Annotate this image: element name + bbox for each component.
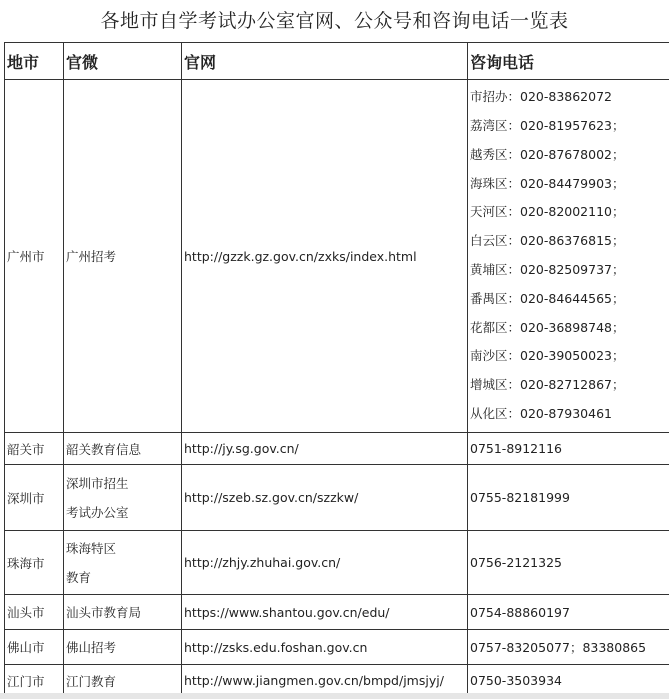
phone-line: 黄埔区：020-82509737； xyxy=(470,262,625,277)
website-link[interactable]: http://gzzk.gz.gov.cn/zxks/index.html xyxy=(182,80,468,433)
phone-line: 越秀区：020-87678002； xyxy=(470,146,625,162)
website-link[interactable]: http://zsks.edu.foshan.gov.cn xyxy=(182,630,468,665)
phone-cell: 0755-82181999 xyxy=(468,465,669,531)
phone-line: 增城区：020-82712867； xyxy=(470,377,625,393)
city-cell: 江门市 xyxy=(5,665,64,697)
phone-line: 从化区：020-87930461 xyxy=(470,405,612,421)
phone-line: 白云区：020-86376815； xyxy=(470,233,625,249)
header-website: 官网 xyxy=(182,43,468,80)
header-phone: 咨询电话 xyxy=(468,43,669,80)
website-link[interactable]: http://jy.sg.gov.cn/ xyxy=(182,433,468,465)
page-title: 各地市自学考试办公室官网、公众号和咨询电话一览表 xyxy=(100,10,569,32)
city-cell: 广州市 xyxy=(5,80,64,433)
city-cell: 深圳市 xyxy=(5,465,64,531)
table-row-guangzhou xyxy=(5,80,669,433)
website-link[interactable]: http://zhjy.zhuhai.gov.cn/ xyxy=(182,531,468,595)
table-row-shaoguan xyxy=(5,433,669,465)
phone-line: 市招办：020-83862072 xyxy=(470,89,612,105)
phone-cell: 0756-2121325 xyxy=(468,531,669,595)
phone-cell: 0750-3503934 xyxy=(468,665,669,697)
table-row-shantou xyxy=(5,595,669,630)
wechat-cell: 韶关教育信息 xyxy=(64,433,182,465)
website-link[interactable]: http://www.jiangmen.gov.cn/bmpd/jmsjyj/ xyxy=(182,665,468,697)
phone-line: 南沙区：020-39050023； xyxy=(470,348,625,364)
wechat-line: 珠海特区 xyxy=(66,540,117,556)
wechat-line: 深圳市招生 xyxy=(66,475,129,491)
wechat-cell: 广州招考 xyxy=(64,80,182,433)
wechat-line: 考试办公室 xyxy=(66,504,129,520)
contact-table xyxy=(4,42,669,697)
table-row-shenzhen xyxy=(5,465,669,531)
table-row-jiangmen xyxy=(5,665,669,697)
header-wechat: 官微 xyxy=(64,43,182,80)
wechat-line: 教育 xyxy=(66,569,92,585)
header-city: 地市 xyxy=(5,43,64,80)
phone-cell: 0754-88860197 xyxy=(468,595,669,630)
phone-line: 番禺区：020-84644565； xyxy=(470,290,625,306)
city-cell: 韶关市 xyxy=(5,433,64,465)
table-row-foshan xyxy=(5,630,669,665)
bottom-scroll-strip xyxy=(0,693,669,699)
wechat-cell: 佛山招考 xyxy=(64,630,182,665)
phone-cell: 0751-8912116 xyxy=(468,433,669,465)
city-cell: 珠海市 xyxy=(5,531,64,595)
wechat-cell xyxy=(64,465,182,531)
website-link[interactable]: https://www.shantou.gov.cn/edu/ xyxy=(182,595,468,630)
city-cell: 汕头市 xyxy=(5,595,64,630)
phone-cell: 0757-83205077；83380865 xyxy=(468,630,669,665)
phone-line: 花都区：020-36898748； xyxy=(470,319,625,335)
wechat-cell: 汕头市教育局 xyxy=(64,595,182,630)
wechat-cell: 江门教育 xyxy=(64,665,182,697)
phone-list xyxy=(470,83,669,429)
phone-line: 天河区：020-82002110； xyxy=(470,204,625,220)
city-cell: 佛山市 xyxy=(5,630,64,665)
table-row-zhuhai xyxy=(5,531,669,595)
wechat-cell xyxy=(64,531,182,595)
phone-line: 海珠区：020-84479903； xyxy=(470,175,625,191)
table-header-row xyxy=(5,43,669,80)
phone-line: 荔湾区：020-81957623； xyxy=(470,118,625,134)
website-link[interactable]: http://szeb.sz.gov.cn/szzkw/ xyxy=(182,465,468,531)
phone-cell xyxy=(468,80,669,433)
